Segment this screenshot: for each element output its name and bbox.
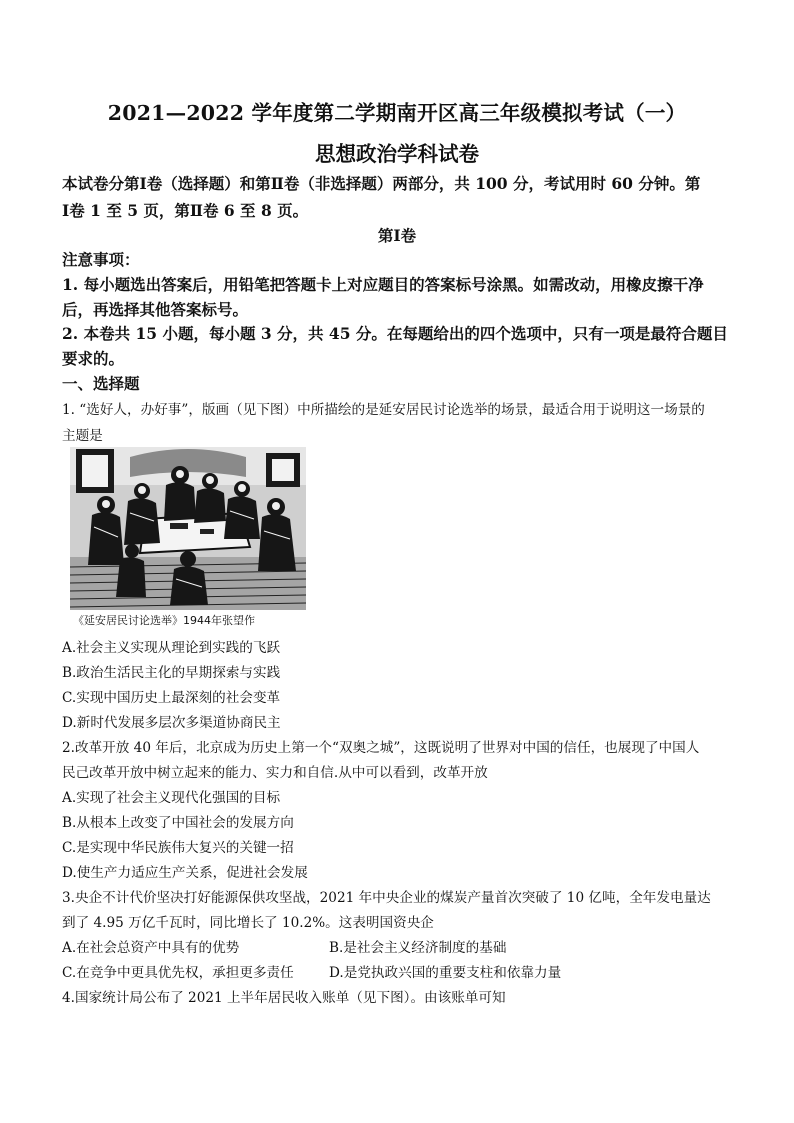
note-1-line-2: 后，再选择其他答案标号。 xyxy=(62,300,249,319)
exam-subtitle: 思想政治学科试卷 xyxy=(315,142,479,166)
woodcut-illustration xyxy=(70,447,306,610)
q1-option-a: A.社会主义实现从理论到实践的飞跃 xyxy=(62,640,281,656)
volume-heading: 第Ⅰ卷 xyxy=(377,226,417,245)
intro-line-1: 本试卷分第Ⅰ卷（选择题）和第Ⅱ卷（非选择题）两部分，共 100 分，考试用时 60 分钟。第 xyxy=(62,174,701,193)
q3-stem-line-1: 3.央企不计代价坚决打好能源保供攻坚战，2021 年中央企业的煤炭产量首次突破了 10 亿吨，全年发电量达 xyxy=(62,890,711,906)
q1-option-b: B.政治生活民主化的早期探索与实践 xyxy=(62,665,281,681)
woodcut-figure xyxy=(70,447,306,610)
intro-line-2: Ⅰ卷 1 至 5 页，第Ⅱ卷 6 至 8 页。 xyxy=(62,201,309,220)
q1-stem-line-2: 主题是 xyxy=(62,428,103,444)
q3-stem-line-2: 到了 4.95 万亿千瓦时，同比增长了 10.2%。这表明国资央企 xyxy=(62,915,434,931)
section-heading: 一、选择题 xyxy=(62,374,140,393)
note-2-line-1: 2. 本卷共 15 小题，每小题 3 分，共 45 分。在每题给出的四个选项中，只有一项是最符合题目 xyxy=(62,324,728,343)
q3-option-a: A.在社会总资产中具有的优势 xyxy=(62,940,240,956)
exam-title: 2021—2022 学年度第二学期南开区高三年级模拟考试（一） xyxy=(107,101,687,125)
q3-option-d: D.是党执政兴国的重要支柱和依靠力量 xyxy=(329,965,562,981)
q3-option-c: C.在竞争中更具优先权，承担更多责任 xyxy=(62,965,294,981)
q2-stem-line-2: 民己改革开放中树立起来的能力、实力和自信.从中可以看到，改革开放 xyxy=(62,765,488,781)
q2-option-b: B.从根本上改变了中国社会的发展方向 xyxy=(62,815,294,831)
q1-stem-line-1: 1. “选好人，办好事”，版画（见下图）中所描绘的是延安居民讨论选举的场景，最适合用于说明这一场景的 xyxy=(62,402,705,418)
notes-heading: 注意事项： xyxy=(62,250,140,269)
q1-option-d: D.新时代发展多层次多渠道协商民主 xyxy=(62,715,281,731)
q2-stem-line-1: 2.改革开放 40 年后，北京成为历史上第一个“双奥之城”，这既说明了世界对中国的信任，也展现了中国人 xyxy=(62,740,700,756)
note-2-line-2: 要求的。 xyxy=(62,349,125,368)
q2-option-c: C.是实现中华民族伟大复兴的关键一招 xyxy=(62,840,294,856)
note-1-line-1: 1. 每小题选出答案后，用铅笔把答题卡上对应题目的答案标号涂黑。如需改动，用橡皮擦干净 xyxy=(62,275,704,294)
q2-option-d: D.使生产力适应生产关系，促进社会发展 xyxy=(62,865,308,881)
q1-option-c: C.实现中国历史上最深刻的社会变革 xyxy=(62,690,281,706)
q4-stem-line-1: 4.国家统计局公布了 2021 上半年居民收入账单（见下图）。由该账单可知 xyxy=(62,990,506,1006)
figure-caption: 《延安居民讨论选举》1944年张望作 xyxy=(73,614,255,627)
q3-option-b: B.是社会主义经济制度的基础 xyxy=(329,940,507,956)
q2-option-a: A.实现了社会主义现代化强国的目标 xyxy=(62,790,281,806)
